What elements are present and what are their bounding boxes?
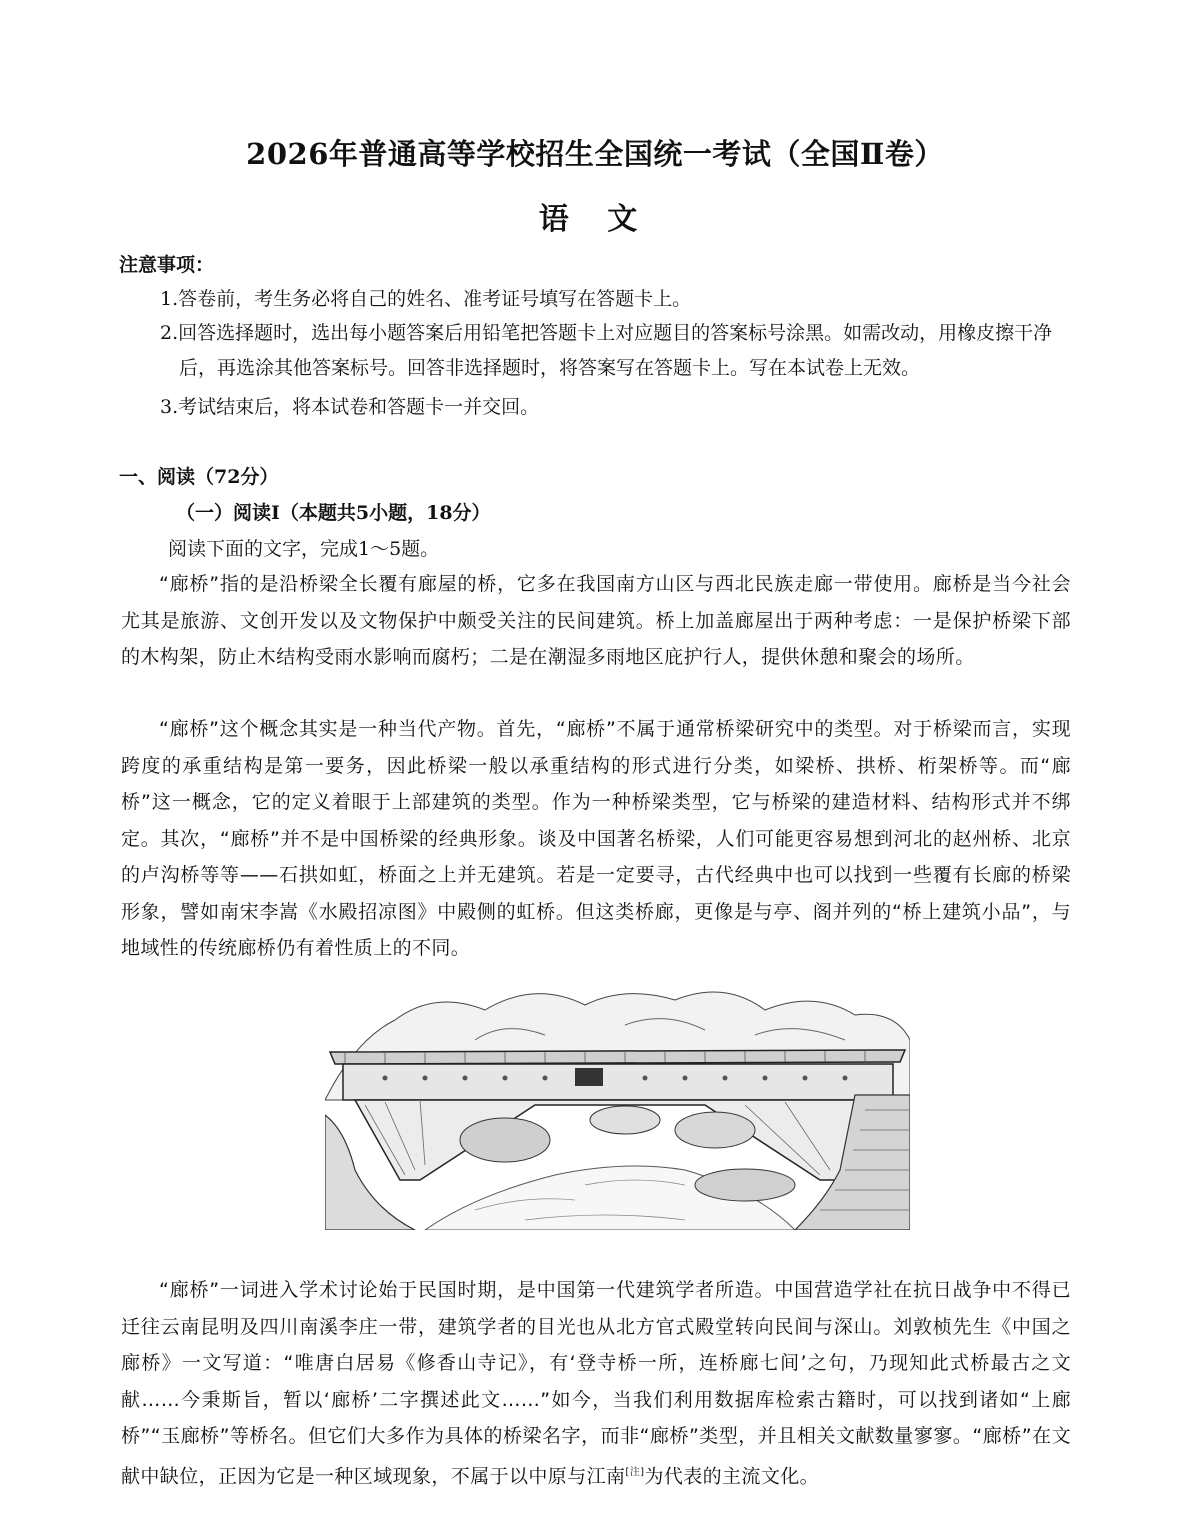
notice-item: 3.考试结束后，将本试卷和答题卡一并交回。	[160, 396, 540, 418]
subject-title: 语 文	[538, 202, 652, 237]
exam-title: 2026年普通高等学校招生全国统一考试（全国Ⅱ卷）	[246, 137, 944, 171]
section-subheading: （一）阅读Ⅰ（本题共5小题，18分）	[176, 502, 491, 524]
section-heading: 一、阅读（72分）	[119, 466, 279, 488]
footnote-marker[interactable]: [注]	[625, 1466, 645, 1478]
passage-paragraph	[121, 1272, 1071, 1494]
passage-paragraph: “廊桥”这个概念其实是一种当代产物。首先，“廊桥”不属于通常桥梁研究中的类型。对于桥梁而言，实现跨度的承重结构是第一要务，因此桥梁一般以承重结构的形式进行分类，如梁桥、拱桥、桁架桥等。而“廊桥”这一概念，它的定义着眼于上部建筑的类型。作为一种桥梁类型，它与桥梁的建造材料、结构形式并不绑定。其次，“廊桥”并不是中国桥梁的经典形象。谈及中国著名桥梁，人们可能更容易想到河北的赵州桥、北京的卢沟桥等等——石拱如虹，桥面之上并无建筑。若是一定要寻，古代经典中也可以找到一些覆有长廊的桥梁形象，譬如南宋李嵩《水殿招凉图》中殿侧的虹桥。但这类桥廊，更像是与亭、阁并列的“桥上建筑小品”，与地域性的传统廊桥仍有着性质上的不同。	[121, 718, 1071, 959]
covered-bridge-illustration	[325, 980, 910, 1230]
paragraph-text: “廊桥”一词进入学术讨论始于民国时期，是中国第一代建筑学者所造。中国营造学社在抗日战争中不得已迁往云南昆明及四川南溪李庄一带，建筑学者的目光也从北方官式殿堂转向民间与深山。刘敦桢先生《中国之廊桥》一文写道：“唯唐白居易《修香山寺记》，有‘登寺桥一所，连桥廊七间’之句，乃现知此式桥最古之文献……今秉斯旨，暂以‘廊桥’二字撰述此文……”如今，当我们利用数据库检索古籍时，可以找到诸如“上廊桥”“玉廊桥”等桥名。但它们大多作为具体的桥梁名字，而非“廊桥”类型，并且相关文献数量寥寥。“廊桥”在文献中缺位，正因为它是一种区域现象，不属于以中原与江南	[121, 1279, 1071, 1487]
notice-item: 1.答卷前，考生务必将自己的姓名、准考证号填写在答题卡上。	[160, 288, 692, 310]
paragraph-text-tail: 为代表的主流文化。	[644, 1464, 820, 1487]
notice-heading: 注意事项：	[119, 254, 215, 276]
notice-item: 2.回答选择题时，选出每小题答案后用铅笔把答题卡上对应题目的答案标号涂黑。如需改动，用橡皮擦干净后，再选涂其他答案标号。回答非选择题时，将答案写在答题卡上。写在本试卷上无效。	[160, 322, 1053, 379]
reading-instruction: 阅读下面的文字，完成1～5题。	[168, 538, 440, 560]
passage-paragraph: “廊桥”指的是沿桥梁全长覆有廊屋的桥，它多在我国南方山区与西北民族走廊一带使用。廊桥是当今社会尤其是旅游、文创开发以及文物保护中颇受关注的民间建筑。桥上加盖廊屋出于两种考虑：一是保护桥梁下部的木构架，防止木结构受雨水影响而腐朽；二是在潮湿多雨地区庇护行人，提供休憩和聚会的场所。	[121, 573, 1071, 668]
